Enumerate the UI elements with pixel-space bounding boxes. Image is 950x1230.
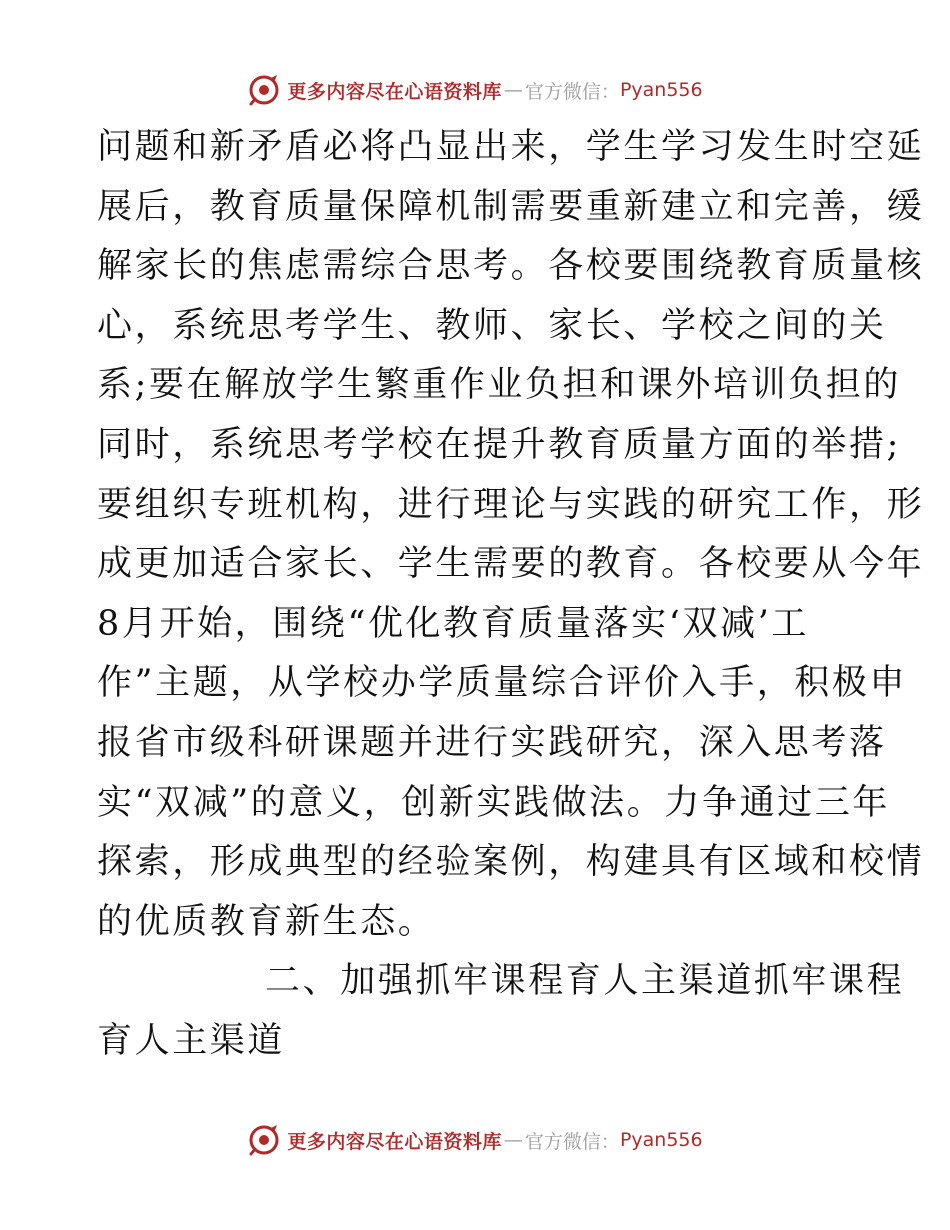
watermark-text: 更多内容尽在心语资料库: [287, 1130, 502, 1153]
logo-icon: [247, 73, 281, 107]
body-line: 要组织专班机构，进行理论与实践的研究工作，形: [97, 484, 925, 525]
section-heading-line-1: 二、加强抓牢课程育人主渠道抓牢课程: [265, 961, 905, 1001]
watermark-label: 官方微信：: [524, 80, 620, 103]
body-line: 实“双减”的意义，创新实践做法。力争通过三年: [97, 782, 890, 823]
watermark-dash: —: [503, 1129, 523, 1151]
header-watermark: [0, 70, 950, 110]
body-line: 心，系统思考学生、教师、家长、学校之间的关: [97, 305, 887, 346]
body-line: 问题和新矛盾必将凸显出来，学生学习发生时空延: [97, 127, 925, 167]
body-line: 的优质教育新生态。: [97, 901, 436, 942]
footer-watermark: [0, 1120, 950, 1160]
logo-icon: [247, 1123, 281, 1157]
body-line: 8月开始，围绕“优化教育质量落实‘双减’工: [97, 603, 810, 644]
watermark-wechat-id: Pyan556: [619, 1129, 703, 1151]
watermark-text: 更多内容尽在心语资料库: [287, 80, 502, 103]
body-line: 报省市级科研课题并进行实践研究，深入思考落: [97, 722, 887, 763]
body-line: 作”主题，从学校办学质量综合评价入手，积极申: [97, 663, 908, 704]
body-line: 同时，系统思考学校在提升教育质量方面的举措;: [97, 424, 901, 465]
body-line: 解家长的焦虑需综合思考。各校要围绕教育质量核: [97, 246, 925, 287]
watermark-dash: —: [503, 79, 523, 101]
section-heading-line-2: 育人主渠道: [97, 1021, 286, 1061]
section-heading: [97, 951, 905, 1071]
watermark-label: 官方微信：: [524, 1130, 620, 1153]
watermark-wechat-id: Pyan556: [619, 79, 703, 101]
body-line: 系;要在解放学生繁重作业负担和课外培训负担的: [97, 365, 901, 406]
document-body: [97, 118, 925, 952]
body-line: 探索，形成典型的经验案例，构建具有区域和校情: [97, 842, 925, 883]
body-line: 展后，教育质量保障机制需要重新建立和完善，缓: [97, 186, 925, 227]
body-line: 成更加适合家长、学生需要的教育。各校要从今年: [97, 544, 925, 585]
